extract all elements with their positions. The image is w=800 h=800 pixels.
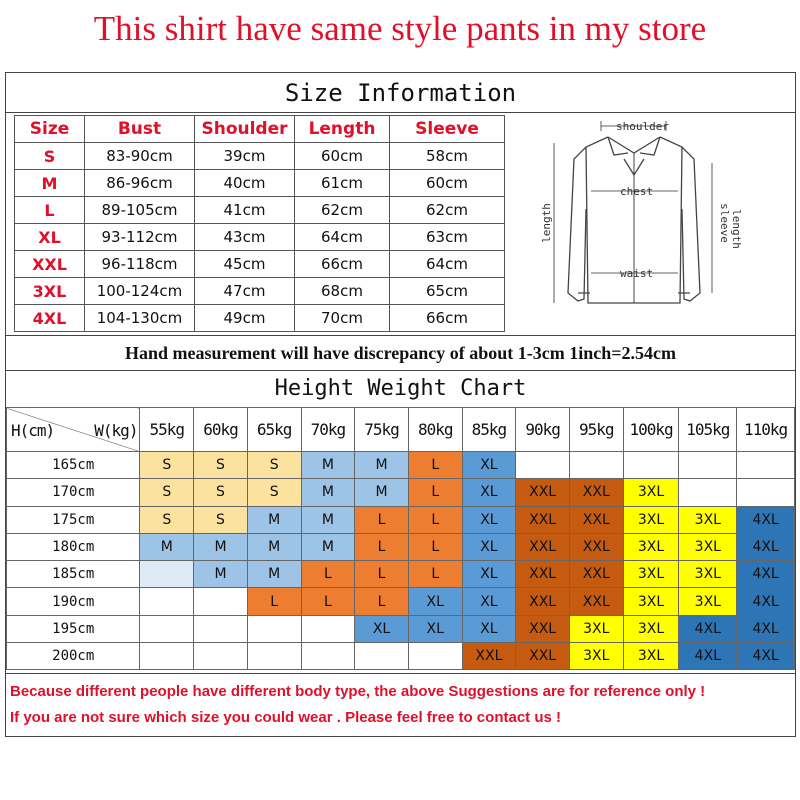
size-suggestion-cell xyxy=(679,452,737,479)
height-row xyxy=(7,452,795,479)
size-suggestion-cell: XXL xyxy=(516,533,570,560)
size-value: 40cm xyxy=(195,170,295,197)
diagram-label-shoulder: shoulder xyxy=(616,120,669,133)
size-suggestion-cell: 3XL xyxy=(623,615,679,642)
size-suggestion-cell: XL xyxy=(462,561,516,588)
size-suggestion-cell: XL xyxy=(462,533,516,560)
diagram-label-sleeve: sleeve xyxy=(718,203,731,243)
height-row xyxy=(7,533,795,560)
size-value: 83-90cm xyxy=(85,143,195,170)
size-value: 66cm xyxy=(390,305,505,332)
size-suggestion-cell xyxy=(737,479,795,506)
size-suggestion-cell xyxy=(194,615,248,642)
weight-header-cell: 90kg xyxy=(516,408,570,452)
size-suggestion-cell xyxy=(194,588,248,615)
size-suggestion-cell xyxy=(247,643,301,670)
size-suggestion-cell: 4XL xyxy=(679,615,737,642)
height-axis-label: H(cm) xyxy=(11,421,55,440)
size-suggestion-cell: XL xyxy=(355,615,409,642)
size-suggestion-cell: M xyxy=(247,533,301,560)
size-value: 65cm xyxy=(390,278,505,305)
size-suggestion-cell xyxy=(301,615,355,642)
size-value: 41cm xyxy=(195,197,295,224)
size-value: 100-124cm xyxy=(85,278,195,305)
size-label: M xyxy=(15,170,85,197)
size-suggestion-cell: L xyxy=(355,533,409,560)
height-label: 175cm xyxy=(7,506,140,533)
size-suggestion-cell: 3XL xyxy=(623,533,679,560)
size-suggestion-cell xyxy=(679,479,737,506)
size-suggestion-cell: M xyxy=(355,479,409,506)
size-suggestion-cell: 4XL xyxy=(737,506,795,533)
size-label: S xyxy=(15,143,85,170)
size-suggestion-cell: XXL xyxy=(569,533,623,560)
size-suggestion-cell xyxy=(194,643,248,670)
size-row xyxy=(15,278,505,305)
size-suggestion-cell: L xyxy=(355,588,409,615)
size-suggestion-cell: 3XL xyxy=(679,506,737,533)
size-label: XXL xyxy=(15,251,85,278)
size-value: 64cm xyxy=(295,224,390,251)
size-suggestion-cell xyxy=(623,452,679,479)
size-value: 45cm xyxy=(195,251,295,278)
size-row xyxy=(15,251,505,278)
size-suggestion-cell xyxy=(140,561,194,588)
size-header-row xyxy=(15,116,505,143)
size-suggestion-cell: XL xyxy=(408,588,462,615)
height-label: 190cm xyxy=(7,588,140,615)
weight-header-cell: 105kg xyxy=(679,408,737,452)
measurement-note: Hand measurement will have discrepancy of about 1-3cm 1inch=2.54cm xyxy=(6,335,795,371)
size-table xyxy=(14,115,505,332)
height-row xyxy=(7,588,795,615)
size-suggestion-cell: XL xyxy=(462,506,516,533)
size-suggestion-cell xyxy=(140,588,194,615)
size-value: 63cm xyxy=(390,224,505,251)
size-value: 43cm xyxy=(195,224,295,251)
size-value: 96-118cm xyxy=(85,251,195,278)
size-suggestion-cell: XL xyxy=(462,452,516,479)
size-value: 61cm xyxy=(295,170,390,197)
disclaimer-line-2: If you are not sure which size you could wear . Please feel free to contact us ! xyxy=(10,709,561,726)
size-suggestion-cell: S xyxy=(247,479,301,506)
size-value: 47cm xyxy=(195,278,295,305)
size-suggestion-cell: XXL xyxy=(569,479,623,506)
size-suggestion-cell: L xyxy=(408,452,462,479)
height-label: 185cm xyxy=(7,561,140,588)
size-suggestion-cell: S xyxy=(194,452,248,479)
size-suggestion-cell: S xyxy=(194,479,248,506)
size-suggestion-cell: M xyxy=(355,452,409,479)
size-suggestion-cell: 3XL xyxy=(623,588,679,615)
store-banner: This shirt have same style pants in my store xyxy=(93,9,707,48)
size-header-cell: Shoulder xyxy=(195,116,295,143)
size-suggestion-cell: M xyxy=(301,533,355,560)
size-suggestion-cell: L xyxy=(247,588,301,615)
height-weight-title: Height Weight Chart xyxy=(274,376,527,401)
weight-header-cell: 65kg xyxy=(247,408,301,452)
size-suggestion-cell: XXL xyxy=(516,561,570,588)
size-row xyxy=(15,224,505,251)
size-value: 62cm xyxy=(295,197,390,224)
size-suggestion-cell: XXL xyxy=(569,506,623,533)
size-value: 89-105cm xyxy=(85,197,195,224)
size-suggestion-cell xyxy=(569,452,623,479)
size-suggestion-cell: S xyxy=(247,452,301,479)
shirt-measurement-diagram xyxy=(516,113,752,337)
size-suggestion-cell: M xyxy=(194,561,248,588)
size-value: 58cm xyxy=(390,143,505,170)
size-suggestion-cell: L xyxy=(301,561,355,588)
height-row xyxy=(7,615,795,642)
size-suggestion-cell: M xyxy=(301,506,355,533)
size-suggestion-cell xyxy=(140,615,194,642)
size-suggestion-cell: XXL xyxy=(516,506,570,533)
size-suggestion-cell: S xyxy=(194,506,248,533)
size-label: 4XL xyxy=(15,305,85,332)
size-suggestion-cell: XXL xyxy=(462,643,516,670)
height-label: 180cm xyxy=(7,533,140,560)
weight-header-cell: 80kg xyxy=(408,408,462,452)
diagram-label-length: length xyxy=(540,203,553,243)
size-suggestion-cell: L xyxy=(355,506,409,533)
size-suggestion-cell: 4XL xyxy=(679,643,737,670)
size-suggestion-cell: L xyxy=(408,561,462,588)
weight-axis-label: W(kg) xyxy=(94,421,138,440)
weight-header-cell: 95kg xyxy=(569,408,623,452)
size-suggestion-cell: L xyxy=(408,533,462,560)
size-suggestion-cell: XXL xyxy=(516,588,570,615)
weight-header-cell: 55kg xyxy=(140,408,194,452)
size-row xyxy=(15,143,505,170)
size-header-cell: Length xyxy=(295,116,390,143)
size-suggestion-cell: XL xyxy=(462,615,516,642)
size-header-cell: Size xyxy=(15,116,85,143)
weight-header-cell: 60kg xyxy=(194,408,248,452)
size-value: 93-112cm xyxy=(85,224,195,251)
size-suggestion-cell: L xyxy=(355,561,409,588)
weight-header-cell: 75kg xyxy=(355,408,409,452)
diagram-label-chest: chest xyxy=(620,185,654,198)
shirt-outline-icon xyxy=(516,113,752,337)
size-value: 39cm xyxy=(195,143,295,170)
diagram-label-waist: waist xyxy=(620,267,654,280)
weight-header-cell: 70kg xyxy=(301,408,355,452)
size-suggestion-cell: M xyxy=(140,533,194,560)
size-suggestion-cell: XL xyxy=(462,588,516,615)
size-suggestion-cell xyxy=(301,643,355,670)
size-suggestion-cell: 3XL xyxy=(679,533,737,560)
size-suggestion-cell: XXL xyxy=(516,479,570,506)
size-suggestion-cell: S xyxy=(140,506,194,533)
size-label: 3XL xyxy=(15,278,85,305)
size-suggestion-cell: XL xyxy=(462,479,516,506)
size-value: 68cm xyxy=(295,278,390,305)
size-suggestion-cell: L xyxy=(301,588,355,615)
size-suggestion-cell xyxy=(737,452,795,479)
size-suggestion-cell: XXL xyxy=(516,615,570,642)
size-row xyxy=(15,197,505,224)
size-suggestion-cell: XXL xyxy=(569,561,623,588)
size-suggestion-cell xyxy=(355,643,409,670)
size-value: 70cm xyxy=(295,305,390,332)
size-suggestion-cell: XXL xyxy=(516,643,570,670)
height-label: 165cm xyxy=(7,452,140,479)
size-suggestion-cell: XL xyxy=(408,615,462,642)
size-suggestion-cell: 4XL xyxy=(737,533,795,560)
size-suggestion-cell: 3XL xyxy=(623,479,679,506)
height-row xyxy=(7,643,795,670)
size-suggestion-cell: M xyxy=(301,479,355,506)
size-row xyxy=(15,305,505,332)
size-suggestion-cell: XXL xyxy=(569,588,623,615)
size-value: 104-130cm xyxy=(85,305,195,332)
size-suggestion-cell: 4XL xyxy=(737,643,795,670)
size-suggestion-cell: 3XL xyxy=(569,643,623,670)
height-label: 200cm xyxy=(7,643,140,670)
height-row xyxy=(7,479,795,506)
size-value: 86-96cm xyxy=(85,170,195,197)
size-suggestion-cell: 3XL xyxy=(679,588,737,615)
size-value: 66cm xyxy=(295,251,390,278)
size-suggestion-cell: 3XL xyxy=(569,615,623,642)
height-weight-table xyxy=(6,407,795,670)
size-suggestion-cell: M xyxy=(301,452,355,479)
size-suggestion-cell xyxy=(516,452,570,479)
weight-header-row xyxy=(7,408,795,452)
size-suggestion-cell: 4XL xyxy=(737,615,795,642)
size-chart-frame xyxy=(5,72,796,737)
diagram-label-sleeve-length: length xyxy=(730,209,743,249)
size-label: L xyxy=(15,197,85,224)
height-row xyxy=(7,506,795,533)
size-suggestion-cell: 3XL xyxy=(623,643,679,670)
size-suggestion-cell: 3XL xyxy=(623,506,679,533)
size-suggestion-cell: S xyxy=(140,479,194,506)
size-header-cell: Bust xyxy=(85,116,195,143)
size-value: 49cm xyxy=(195,305,295,332)
size-information-title: Size Information xyxy=(6,73,795,113)
size-value: 60cm xyxy=(390,170,505,197)
disclaimer xyxy=(6,673,795,736)
weight-header-cell: 100kg xyxy=(623,408,679,452)
size-suggestion-cell: M xyxy=(194,533,248,560)
size-suggestion-cell xyxy=(140,643,194,670)
height-row xyxy=(7,561,795,588)
size-suggestion-cell: 3XL xyxy=(623,561,679,588)
height-label: 195cm xyxy=(7,615,140,642)
size-suggestion-cell: 3XL xyxy=(679,561,737,588)
height-label: 170cm xyxy=(7,479,140,506)
size-value: 60cm xyxy=(295,143,390,170)
size-value: 64cm xyxy=(390,251,505,278)
size-suggestion-cell: L xyxy=(408,506,462,533)
size-suggestion-cell: 4XL xyxy=(737,588,795,615)
size-suggestion-cell: L xyxy=(408,479,462,506)
axis-corner xyxy=(7,408,140,452)
weight-header-cell: 85kg xyxy=(462,408,516,452)
size-suggestion-cell: M xyxy=(247,506,301,533)
size-suggestion-cell: M xyxy=(247,561,301,588)
size-suggestion-cell: S xyxy=(140,452,194,479)
size-header-cell: Sleeve xyxy=(390,116,505,143)
size-value: 62cm xyxy=(390,197,505,224)
size-suggestion-cell xyxy=(247,615,301,642)
size-suggestion-cell: 4XL xyxy=(737,561,795,588)
size-suggestion-cell xyxy=(408,643,462,670)
size-label: XL xyxy=(15,224,85,251)
size-row xyxy=(15,170,505,197)
weight-header-cell: 110kg xyxy=(737,408,795,452)
disclaimer-line-1: Because different people have different body type, the above Suggestions are for reference only ! xyxy=(10,683,706,700)
